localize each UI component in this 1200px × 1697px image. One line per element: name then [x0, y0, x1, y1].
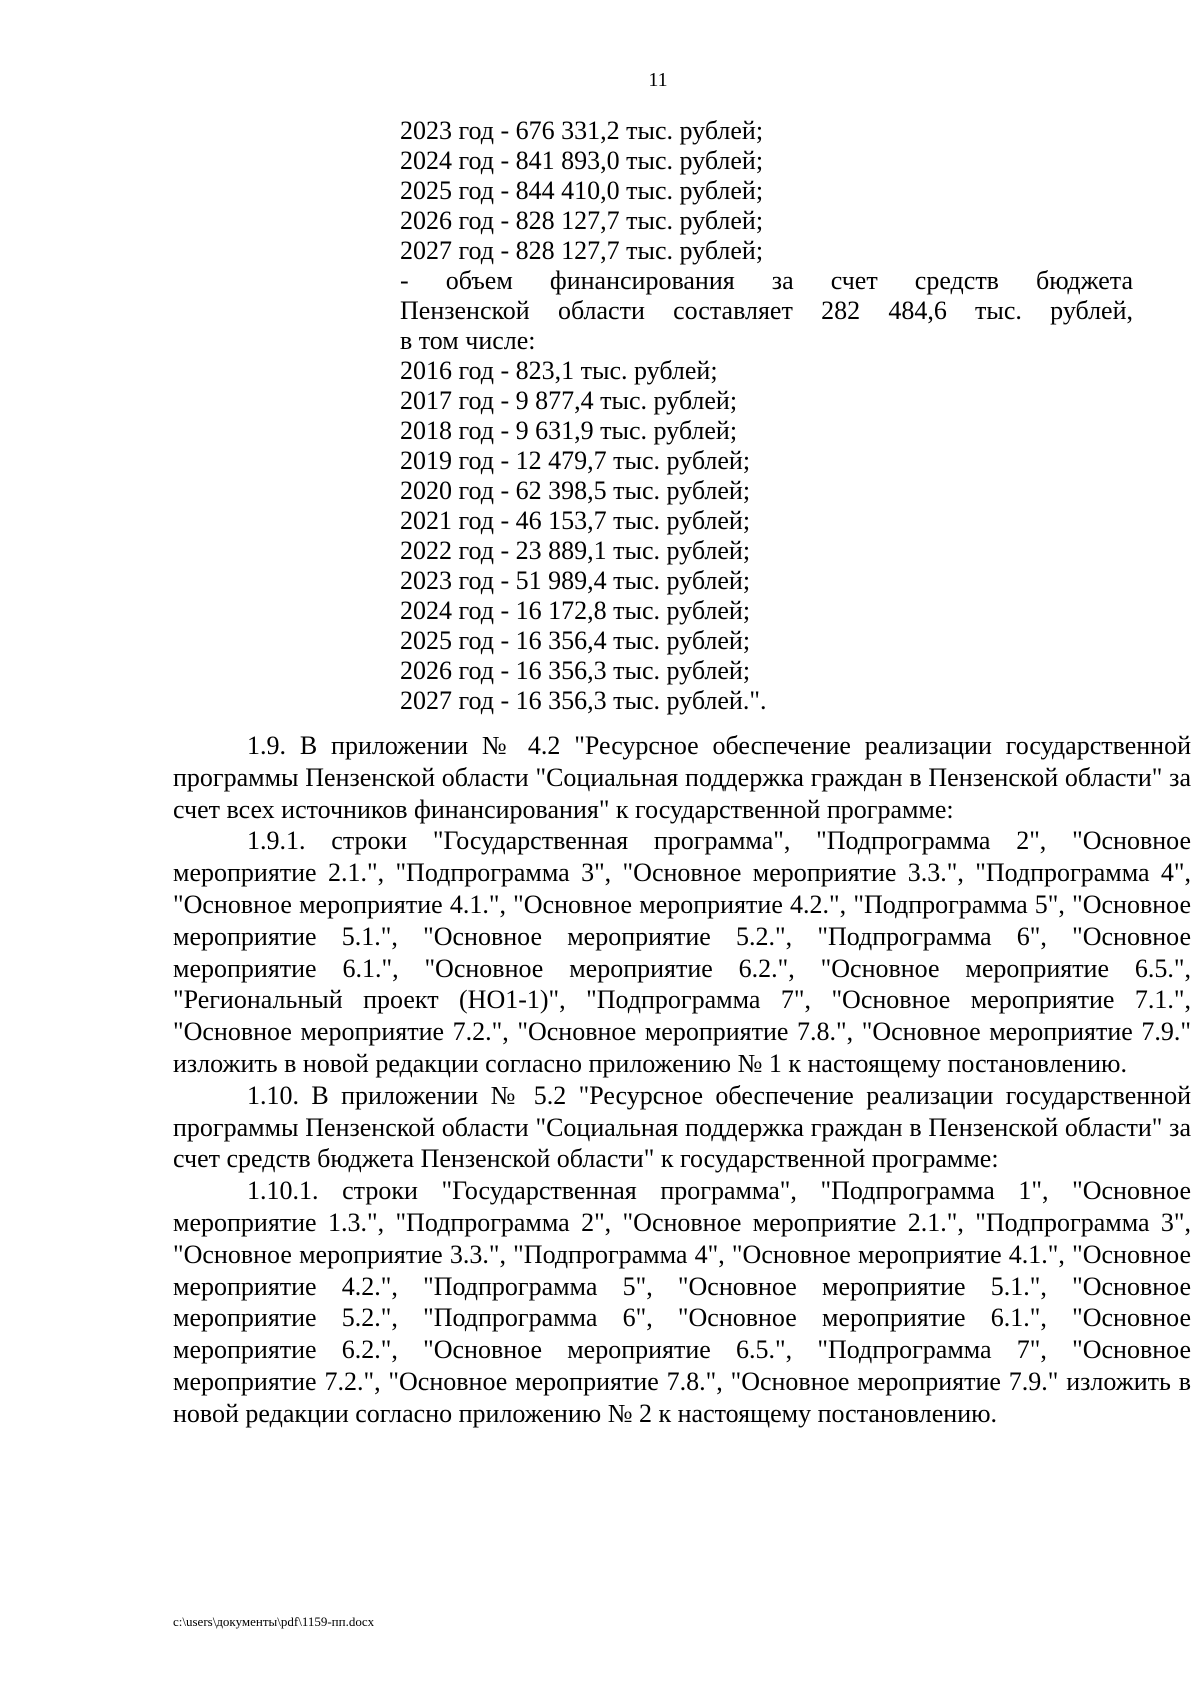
funding-continuation [400, 116, 1133, 716]
regional-funding-year: 2020 год - 62 398,5 тыс. рублей; [400, 476, 751, 505]
paragraph-1-9: 1.9. В приложении № 4.2 "Ресурсное обеспечение реализации государственной программы Пензенской области "Социальная поддержка граждан в Пензенской области" за счет всех источников финансирования" к государственной программе: [173, 731, 1191, 824]
regional-funding-including: в том числе: [400, 326, 536, 355]
funding-line: 2023 год - 676 331,2 тыс. рублей; [400, 116, 764, 145]
page-number: 11 [648, 69, 668, 91]
document-body [173, 730, 1191, 1430]
footer-file-path: c:\users\документы\pdf\1159-пп.docx [173, 1614, 375, 1629]
paragraph-1-10: 1.10. В приложении № 5.2 "Ресурсное обеспечение реализации государственной программы Пензенской области "Социальная поддержка граждан в Пензенской области" за счет средств бюджета Пензенской области" к государственной программе: [173, 1080, 1191, 1174]
funding-line: 2024 год - 841 893,0 тыс. рублей; [400, 146, 764, 175]
funding-line: 2026 год - 828 127,7 тыс. рублей; [400, 206, 764, 235]
regional-funding-year: 2022 год - 23 889,1 тыс. рублей; [400, 536, 751, 565]
regional-funding-year: 2016 год - 823,1 тыс. рублей; [400, 356, 718, 385]
regional-funding-total: Пензенской области составляет 282 484,6 тыс. рублей, [400, 296, 1133, 325]
regional-funding-year: 2018 год - 9 631,9 тыс. рублей; [400, 416, 738, 445]
paragraph-1-10-1: 1.10.1. строки "Государственная программа", "Подпрограмма 1", "Основное мероприятие 1.3.", "Подпрограмма 2", "Основное мероприятие 2.1.", "Подпрограмма 3", "Основное мероприятие 3.3.", "Подпрограмма 4", "Основное мероприятие 4.1.", "Основное мероприятие 4.2.", "Подпрограмма 5", "Основное мероприятие 5.1.", "Основное мероприятие 5.2.", "Подпрограмма 6", "Основное мероприятие 6.1.", "Основное мероприятие 6.2.", "Основное мероприятие 6.5.", "Подпрограмма 7", "Основное мероприятие 7.2.", "Основное мероприятие 7.8.", "Основное мероприятие 7.9." изложить в новой редакции согласно приложению № 2 к настоящему постановлению. [173, 1176, 1191, 1428]
regional-funding-year: 2027 год - 16 356,3 тыс. рублей.". [400, 686, 767, 715]
regional-funding-year: 2021 год - 46 153,7 тыс. рублей; [400, 506, 751, 535]
funding-line: 2027 год - 828 127,7 тыс. рублей; [400, 236, 764, 265]
regional-funding-year: 2025 год - 16 356,4 тыс. рублей; [400, 626, 751, 655]
regional-funding-year: 2023 год - 51 989,4 тыс. рублей; [400, 566, 751, 595]
regional-funding-year: 2019 год - 12 479,7 тыс. рублей; [400, 446, 751, 475]
regional-funding-year: 2026 год - 16 356,3 тыс. рублей; [400, 656, 751, 685]
funding-line: 2025 год - 844 410,0 тыс. рублей; [400, 176, 764, 205]
paragraph-1-9-1: 1.9.1. строки "Государственная программа", "Подпрограмма 2", "Основное мероприятие 2.1.", "Подпрограмма 3", "Основное мероприятие 3.3.", "Подпрограмма 4", "Основное мероприятие 4.1.", "Основное мероприятие 4.2.", "Подпрограмма 5", "Основное мероприятие 5.1.", "Основное мероприятие 5.2.", "Подпрограмма 6", "Основное мероприятие 6.1.", "Основное мероприятие 6.2.", "Основное мероприятие 6.5.", "Региональный проект (НО1-1)", "Подпрограмма 7", "Основное мероприятие 7.1.", "Основное мероприятие 7.2.", "Основное мероприятие 7.8.", "Основное мероприятие 7.9." изложить в новой редакции согласно приложению № 1 к настоящему постановлению. [173, 826, 1191, 1078]
regional-funding-intro: - объем финансирования за счет средств бюджета [400, 266, 1133, 295]
regional-funding-year: 2017 год - 9 877,4 тыс. рублей; [400, 386, 738, 415]
regional-funding-year: 2024 год - 16 172,8 тыс. рублей; [400, 596, 751, 625]
